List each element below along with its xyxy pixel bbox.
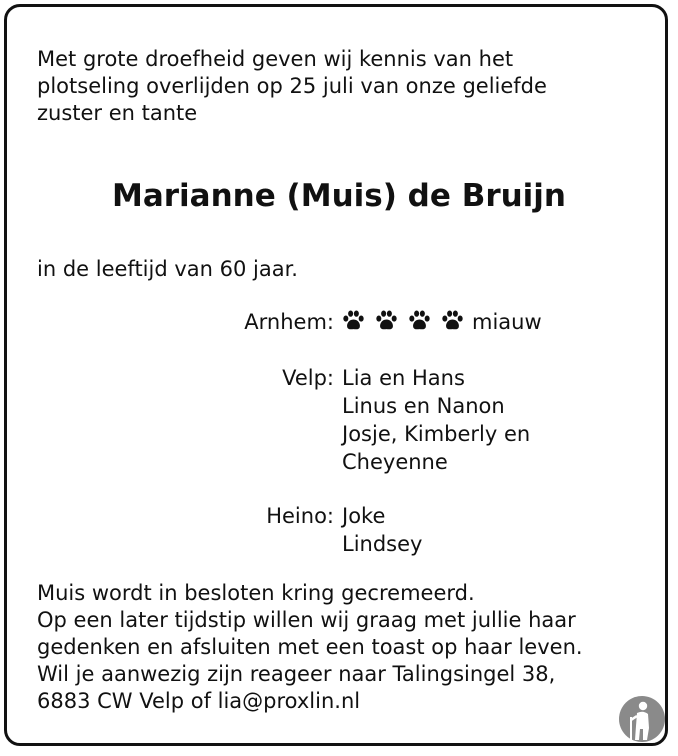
family-name: Lindsey [342, 532, 423, 556]
closing-text [37, 580, 583, 715]
age-text: in de leeftijd van 60 jaar. [37, 257, 298, 281]
arnhem-entry [342, 308, 542, 336]
intro-line: plotseling overlijden op 25 juli van onze geliefde [37, 74, 547, 98]
paw-print-icon [375, 309, 398, 332]
memorial-figure-logo [618, 695, 666, 743]
paw-print-icon [342, 309, 365, 332]
family-name: Linus en Nanon [342, 394, 505, 418]
place-label-velp: Velp: [282, 366, 334, 390]
family-name: Josje, Kimberly en [342, 422, 531, 446]
place-label-heino: Heino: [266, 504, 334, 528]
intro-line: Met grote droefheid geven wij kennis van het [37, 47, 514, 71]
closing-line: 6883 CW Velp of lia@proxlin.nl [37, 689, 361, 713]
closing-line: Muis wordt in besloten kring gecremeerd. [37, 581, 475, 605]
paw-print-icon [408, 309, 431, 332]
family-name: Joke [342, 504, 386, 528]
paw-prints [342, 309, 464, 332]
closing-line: Op een later tijdstip willen wij graag met jullie haar [37, 608, 576, 632]
family-name: Cheyenne [342, 450, 448, 474]
closing-line: Wil je aanwezig zijn reageer naar Talingsingel 38, [37, 662, 556, 686]
arnhem-text: miauw [472, 310, 542, 334]
velp-names [342, 364, 530, 476]
paw-print-icon [441, 309, 464, 332]
closing-line: gedenken en afsluiten met een toast op haar leven. [37, 635, 583, 659]
intro-line: zuster en tante [37, 101, 198, 125]
intro-text [37, 46, 547, 127]
deceased-name: Marianne (Muis) de Bruijn [112, 178, 566, 214]
heino-names [342, 502, 422, 558]
family-name: Lia en Hans [342, 366, 465, 390]
place-label-arnhem: Arnhem: [244, 310, 334, 334]
